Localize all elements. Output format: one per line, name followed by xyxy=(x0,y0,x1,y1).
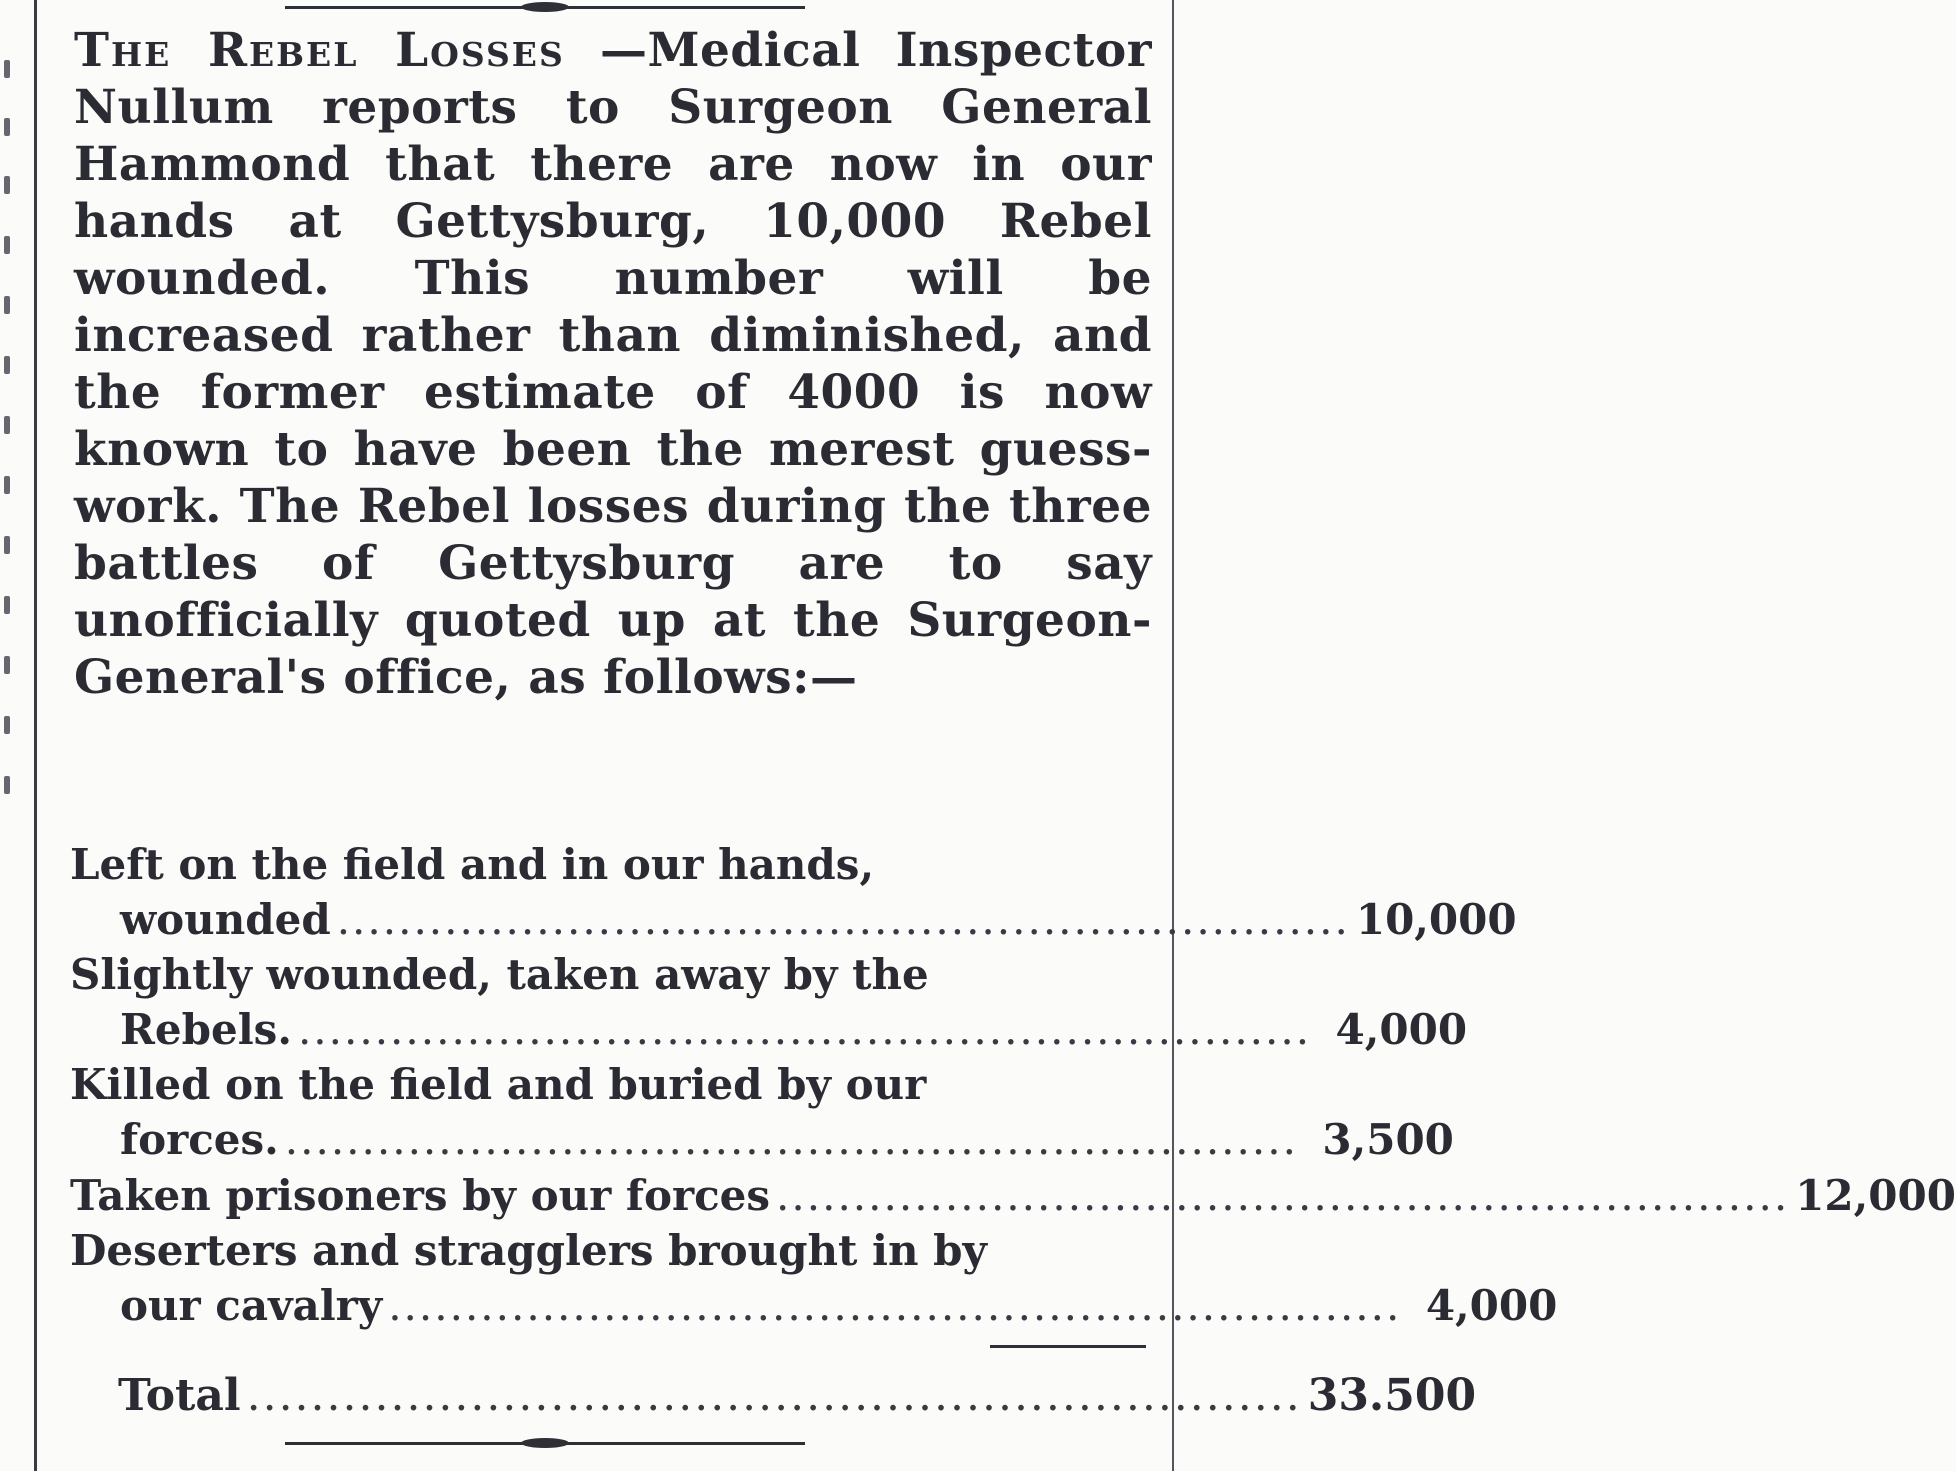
article-paragraph xyxy=(74,22,1152,706)
row-label-line1: Deserters and stragglers brought in by xyxy=(70,1226,987,1275)
dot-leader: .................................................................. xyxy=(336,895,1350,944)
row-label-line2: our cavalry xyxy=(120,1281,383,1330)
row-amount: 3,500 xyxy=(1322,1115,1454,1164)
total-label: Total xyxy=(118,1370,241,1421)
row-label-line2: Rebels. xyxy=(120,1005,292,1054)
total-amount: 33.500 xyxy=(1307,1370,1477,1421)
row-label-line2: wounded xyxy=(120,895,331,944)
margin-tick xyxy=(4,536,10,554)
margin-tick xyxy=(4,236,10,254)
table-row xyxy=(70,1058,1454,1168)
margin-tick xyxy=(4,776,10,794)
margin-tick xyxy=(4,656,10,674)
row-label-line1: Slightly wounded, taken away by the xyxy=(70,950,929,999)
table-row xyxy=(70,1168,1956,1224)
dot-leader: .................................................................. xyxy=(246,1370,1302,1421)
dot-leader: .................................................................. xyxy=(284,1115,1298,1164)
table-row xyxy=(70,948,1468,1058)
losses-table xyxy=(70,838,1956,1334)
margin-tick xyxy=(4,356,10,374)
margin-tick xyxy=(4,716,10,734)
margin-tick xyxy=(4,476,10,494)
row-label-line1: Killed on the field and buried by our xyxy=(70,1060,927,1109)
row-label-line1: Left on the field and in our hands, xyxy=(70,840,875,889)
total-rule xyxy=(990,1345,1146,1348)
ornamental-rule-bottom xyxy=(285,1436,805,1450)
article xyxy=(74,22,1152,706)
dot-leader: .................................................................. xyxy=(297,1005,1312,1054)
table-row xyxy=(70,838,1517,948)
margin-tick xyxy=(4,118,10,136)
ornamental-rule-top xyxy=(285,0,805,14)
row-label: Taken prisoners by our forces xyxy=(70,1171,771,1220)
margin-tick xyxy=(4,416,10,434)
dot-leader: .................................................................. xyxy=(388,1281,1402,1330)
column-rule-left xyxy=(34,0,37,1471)
row-amount: 4,000 xyxy=(1425,1281,1558,1330)
margin-tick xyxy=(4,60,10,78)
row-amount: 12,000 xyxy=(1795,1171,1956,1220)
row-amount: 4,000 xyxy=(1335,1005,1468,1054)
dot-leader: .................................................................. xyxy=(776,1171,1790,1220)
margin-tick xyxy=(4,596,10,614)
margin-tick xyxy=(4,176,10,194)
row-label-line2: forces. xyxy=(120,1115,279,1164)
total-row xyxy=(118,1370,1477,1421)
margin-tick xyxy=(4,296,10,314)
article-body: —Medical Inspector Nullum reports to Surgeon General Hammond that there are now in our hands at Gettysburg, 10,000 Rebel wounded. This number will be increased rather than diminished, and the former estimate of 4000 is now known to have been the merest guess-work. The Rebel losses during the three battles of Gettysburg are to say unofficially quoted up at the Surgeon-General's office, as follows:— xyxy=(74,23,1152,705)
article-headline: The Rebel Losses xyxy=(74,23,565,78)
column-rule-right xyxy=(1172,0,1174,1471)
row-amount: 10,000 xyxy=(1355,895,1517,944)
table-row xyxy=(70,1224,1558,1334)
